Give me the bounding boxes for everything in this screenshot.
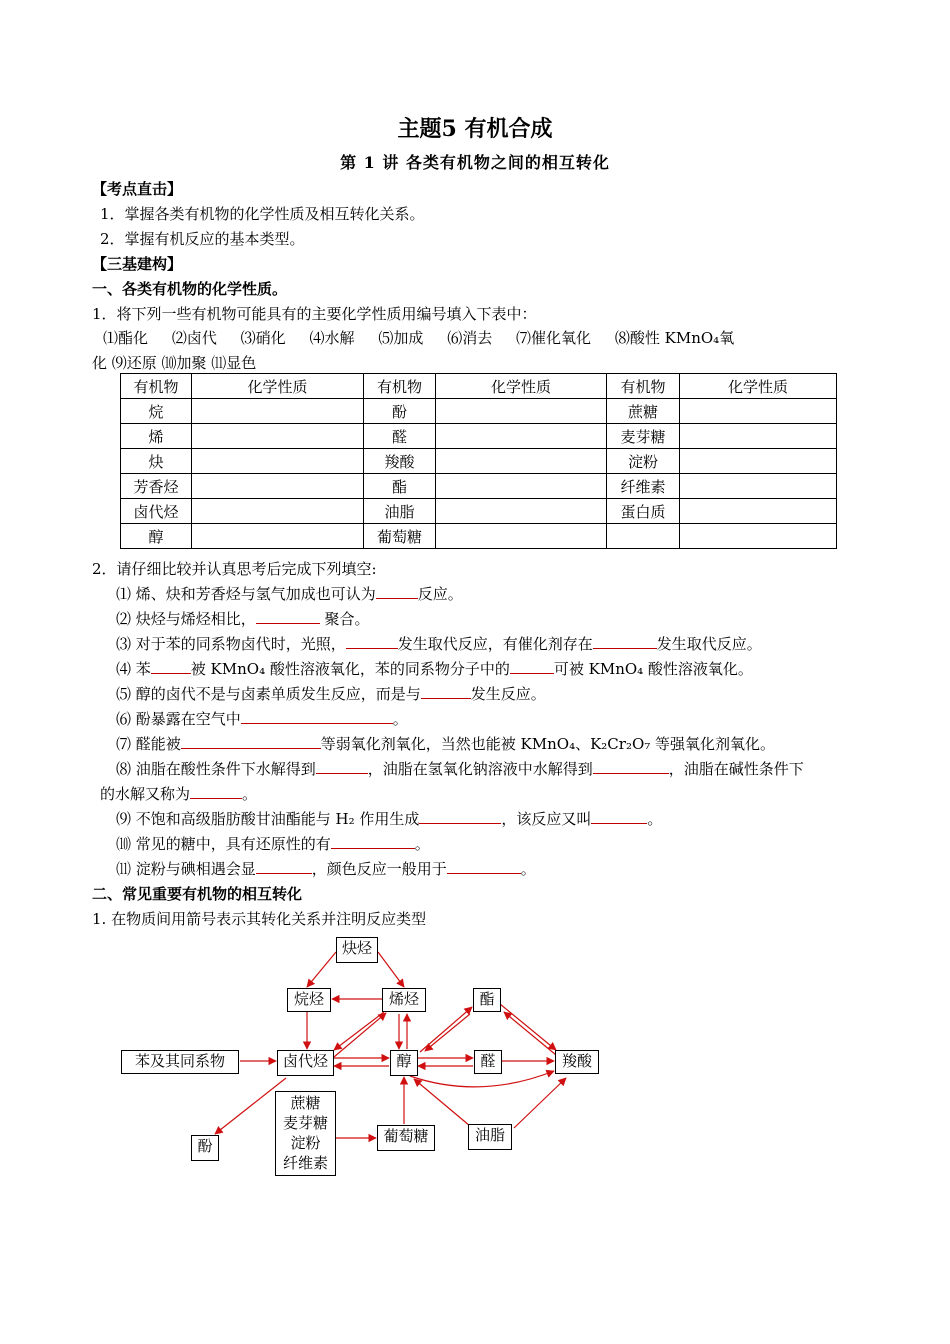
node-phenol: 酚	[191, 1135, 219, 1161]
fill-item-5: ⑸ 醇的卤代不是与卤素单质发生反应，而是与 发生反应。	[116, 685, 546, 703]
section1-q1: 1．将下列一些有机物可能具有的主要化学性质用编号填入下表中：	[92, 305, 537, 323]
section2-heading: 二、常见重要有机物的相互转化	[92, 885, 303, 903]
compound-cell: 芳香烃	[121, 474, 192, 499]
section1-heading: 一、各类有机物的化学性质。	[92, 280, 288, 298]
arrow-alkyne-to-alkane	[307, 952, 336, 987]
section1-q2: 2．请仔细比较并认真思考后完成下列填空:	[92, 560, 377, 578]
table-header-cell: 化学性质	[680, 374, 837, 399]
node-benzene-homologs: 苯及其同系物	[121, 1050, 239, 1074]
kaodian-item-2: 2．掌握有机反应的基本类型。	[100, 230, 305, 248]
fill-item-11: ⑾ 淀粉与碘相遇会显 ，颜色反应一般用于 。	[116, 860, 536, 878]
arrow-ester-to-acid	[500, 1004, 556, 1050]
lecture-subtitle: 第 1 讲 各类有机物之间的相互转化	[340, 153, 610, 172]
node-alkane: 烷烃	[287, 988, 331, 1012]
node-fat: 油脂	[468, 1124, 512, 1150]
compound-cell: 淀粉	[607, 449, 680, 474]
compound-cell: 蔗糖	[607, 399, 680, 424]
compound-cell: 烯	[121, 424, 192, 449]
kaodian-item-1: 1．掌握各类有机物的化学性质及相互转化关系。	[100, 205, 425, 223]
compound-cell: 纤维素	[607, 474, 680, 499]
sugar-sucrose: 蔗糖	[290, 1094, 321, 1112]
compound-cell: 烷	[121, 399, 192, 424]
fill-item-1: ⑴ 烯、炔和芳香烃与氢气加成也可认为 反应。	[116, 585, 463, 603]
fill-item-6: ⑹ 酚暴露在空气中 。	[116, 710, 408, 728]
compound-cell: 油脂	[364, 499, 436, 524]
compound-cell: 羧酸	[364, 449, 436, 474]
arrow-alcohol-to-ester	[420, 1007, 472, 1052]
arrow-ester-to-alcohol	[425, 1014, 470, 1051]
node-ester: 酯	[473, 988, 501, 1012]
table-header-cell: 有机物	[607, 374, 680, 399]
sugar-starch: 淀粉	[290, 1134, 321, 1152]
fill-item-2: ⑵ 炔烃与烯烃相比， 聚合。	[116, 610, 370, 628]
node-carboxylic-acid: 羧酸	[555, 1050, 599, 1074]
section2-q1: 1. 在物质间用箭号表示其转化关系并注明反应类型	[92, 910, 427, 928]
node-alcohol: 醇	[390, 1050, 418, 1076]
arrow-fat-to-acid	[514, 1078, 566, 1128]
fill-item-9: ⑼ 不饱和高级脂肪酸甘油酯能与 H₂ 作用生成 ，该反应又叫 。	[116, 810, 663, 828]
compound-cell: 醇	[121, 524, 192, 549]
fill-item-3: ⑶ 对于苯的同系物卤代时，光照， 发生取代反应，有催化剂存在 发生取代反应。	[116, 635, 762, 653]
compound-cell: 蛋白质	[607, 499, 680, 524]
node-aldehyde: 醛	[474, 1050, 502, 1074]
options-line-2: 化 ⑼还原 ⑽加聚 ⑾显色	[92, 354, 257, 372]
compound-cell: 酯	[364, 474, 436, 499]
kaodian-heading: 【考点直击】	[92, 180, 183, 198]
table-header-cell: 化学性质	[436, 374, 607, 399]
node-haloalkane: 卤代烃	[277, 1050, 334, 1076]
table-header-cell: 有机物	[121, 374, 192, 399]
node-alkyne: 炔烃	[336, 937, 378, 963]
node-alkene: 烯烃	[382, 988, 426, 1012]
arrow-acid-to-ester	[504, 1012, 556, 1055]
node-sugars	[275, 1091, 336, 1176]
table-header-cell: 化学性质	[192, 374, 364, 399]
sugar-cellulose: 纤维素	[282, 1154, 328, 1172]
fill-item-4: ⑷ 苯 被 KMnO₄ 酸性溶液氧化，苯的同系物分子中的 可被 KMnO₄ 酸性溶液氧化。	[116, 660, 753, 678]
arrow-haloalkane-to-alkene	[334, 1013, 386, 1057]
table-header-cell: 有机物	[364, 374, 436, 399]
arrow-alkyne-to-alkene	[378, 952, 404, 987]
options-line-1: ⑴酯化 ⑵卤代 ⑶硝化 ⑷水解 ⑸加成 ⑹消去 ⑺催化氧化 ⑻酸性 KMnO₄氧	[103, 329, 735, 347]
fill-item-8-cont: 的水解又称为 。	[100, 785, 258, 803]
fill-item-7: ⑺ 醛能被 等弱氧化剂氧化，当然也能被 KMnO₄、K₂Cr₂O₇ 等强氧化剂氧化。	[116, 735, 776, 753]
compound-cell: 炔	[121, 449, 192, 474]
sugar-maltose: 麦芽糖	[282, 1114, 328, 1132]
fill-item-8: ⑻ 油脂在酸性条件下水解得到 ，油脂在氢氧化钠溶液中水解得到 ，油脂在碱性条件下	[116, 760, 804, 778]
compound-cell: 麦芽糖	[607, 424, 680, 449]
node-glucose: 葡萄糖	[377, 1125, 435, 1151]
compound-cell: 葡萄糖	[364, 524, 436, 549]
compound-cell: 醛	[364, 424, 436, 449]
compound-cell: 卤代烃	[121, 499, 192, 524]
compound-cell: 酚	[364, 399, 436, 424]
sanji-heading: 【三基建构】	[92, 255, 183, 273]
arrow-alkene-to-haloalkane	[334, 1012, 384, 1050]
page-title: 主题5 有机合成	[397, 116, 553, 142]
fill-item-10: ⑽ 常见的糖中，具有还原性的有 。	[116, 835, 430, 853]
